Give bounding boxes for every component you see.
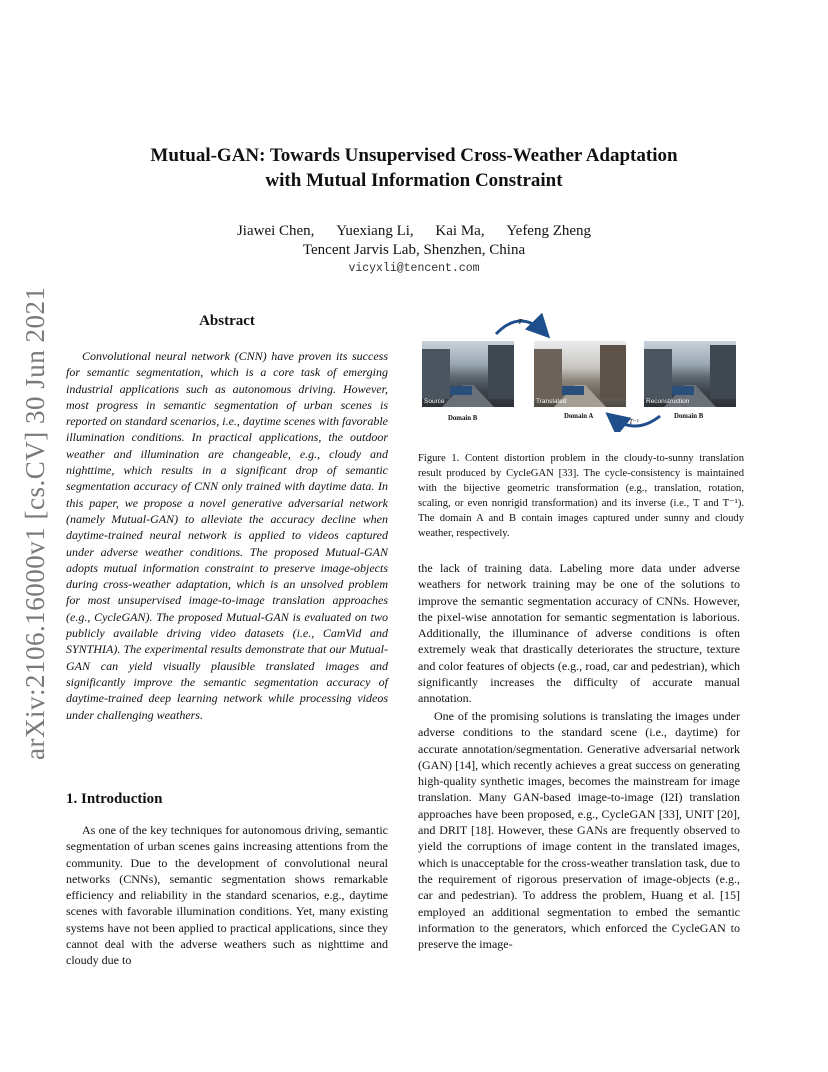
- author-name: Yefeng Zheng: [506, 223, 592, 239]
- author-email: vicyxli@tencent.com: [348, 262, 480, 275]
- introduction-paragraph: As one of the key techniques for autonomous driving, semantic segmentation of urban scenes gains increasing attentions from the community. Due to the development of convolutional neural networks (CNNs), semantic segmentation shows remarkable efficiency and reliability in the standard scenarios, e.g., daytime scenes with favorable illumination conditions. Yet, many existing systems have not been applied to practical applications, since they cannot deal with the adverse weathers such as nighttime and cloudy due to: [66, 823, 388, 968]
- section-heading-introduction: 1. Introduction: [66, 791, 163, 807]
- panel-caption: Reconstruction: [646, 398, 690, 405]
- introduction-paragraph: One of the promising solutions is translating the images under adverse conditions to the standard scene (i.e., daytime) for accurate annotation/segmentation. Generative adversarial network (GAN) [14], which recently achieves a great success on generating high-quality synthetic images, becomes the mainstream for image translation. Many GAN-based image-to-image (I2I) translation approaches have been proposed, e.g., CycleGAN [33], UNIT [20], and DRIT [18]. However, these GANs are frequently observed to yield the corruptions of image content in the translated images, which is unacceptable for the cross-weather translation task, due to the requirement of rigorous preservation of image-objects (e.g., car and pedestrian). To address the problem, Huang et al. [15] employed an additional segmentation to embed the semantic information to the generators, which enforced the CycleGAN to preserve the image-: [418, 709, 740, 952]
- reconstruction-image: [644, 341, 736, 407]
- panel-caption: Source: [424, 398, 445, 405]
- author-name: Yuexiang Li,: [336, 223, 414, 239]
- panel-caption: Translated: [536, 398, 567, 405]
- source-image: [422, 341, 514, 407]
- domain-label: Domain A: [564, 413, 594, 420]
- abstract-body: Convolutional neural network (CNN) have proven its success for semantic segmentation, which is a core task of emerging industrial applications such as autonomous driving. However, most progress in semantic segmentation of urban scenes is reported on standard scenarios, i.e., daytime scenes with favorable illumination conditions. In practical applications, the outdoor weather and illumination are changeable, e.g., cloudy and nighttime, which results in a significant drop of semantic segmentation accuracy of CNN only trained with daytime data. In this paper, we propose a novel generative adversarial network (namely Mutual-GAN) to alleviate the accuracy decline when daytime-trained neural network is applied to videos captured under adverse weather conditions. The proposed Mutual-GAN adopts mutual information constraint to preserve image-objects during cross-weather adaptation, which is an unsolved problem for most unsupervised image-to-image translation approaches (e.g., CycleGAN). The proposed Mutual-GAN is evaluated on two publicly available driving video datasets (i.e., CamVid and SYNTHIA). The experimental results demonstrate that our Mutual-GAN can yield visually plausible translated images and significantly improve the semantic segmentation accuracy of daytime-trained deep learning network while processing videos under challenging weathers.: [66, 349, 388, 722]
- figure-1-caption: Figure 1. Content distortion problem in the cloudy-to-sunny translation result produced by CycleGAN [33]. The cycle-consistency is maintained with the bijective geometric transformation (e.g., translation, rotation, scaling, or even nonrigid transformation) and its inverse (i.e., T and T⁻¹). The domain A and B contain images captured under sunny and cloudy weather, respectively.: [418, 453, 744, 539]
- paper-title: [60, 143, 768, 193]
- author-list: [60, 221, 768, 241]
- abstract-heading: Abstract: [199, 313, 255, 329]
- title-line-1: Mutual-GAN: Towards Unsupervised Cross-Weather Adaptation: [150, 145, 678, 166]
- author-name: Jiawei Chen,: [236, 223, 315, 239]
- domain-label: Domain B: [448, 415, 478, 422]
- figure-1: [418, 312, 744, 432]
- domain-label: Domain B: [674, 413, 704, 420]
- author-name: Kai Ma,: [435, 223, 485, 239]
- title-line-2: with Mutual Information Constraint: [265, 170, 563, 191]
- translated-image: [534, 341, 626, 407]
- forward-operator-label: T: [518, 318, 522, 326]
- arxiv-identifier: arXiv:2106.16000v1 [cs.CV] 30 Jun 2021: [20, 286, 50, 760]
- inverse-operator-label: T⁻¹: [629, 418, 639, 426]
- affiliation: Tencent Jarvis Lab, Shenzhen, China: [302, 242, 526, 258]
- introduction-paragraph: the lack of training data. Labeling more data under adverse weathers for network training may be one of the solutions to improve the semantic segmentation accuracy of CNNs. However, the pixel-wise annotation for semantic segmentation is laborious. Additionally, the illuminance of adverse conditions is often extremely weak that drastically deteriorates the structure, texture and color features of objects (e.g., road, car and pedestrian), which significantly increases the difficulty of accurate manual annotation.: [418, 561, 740, 706]
